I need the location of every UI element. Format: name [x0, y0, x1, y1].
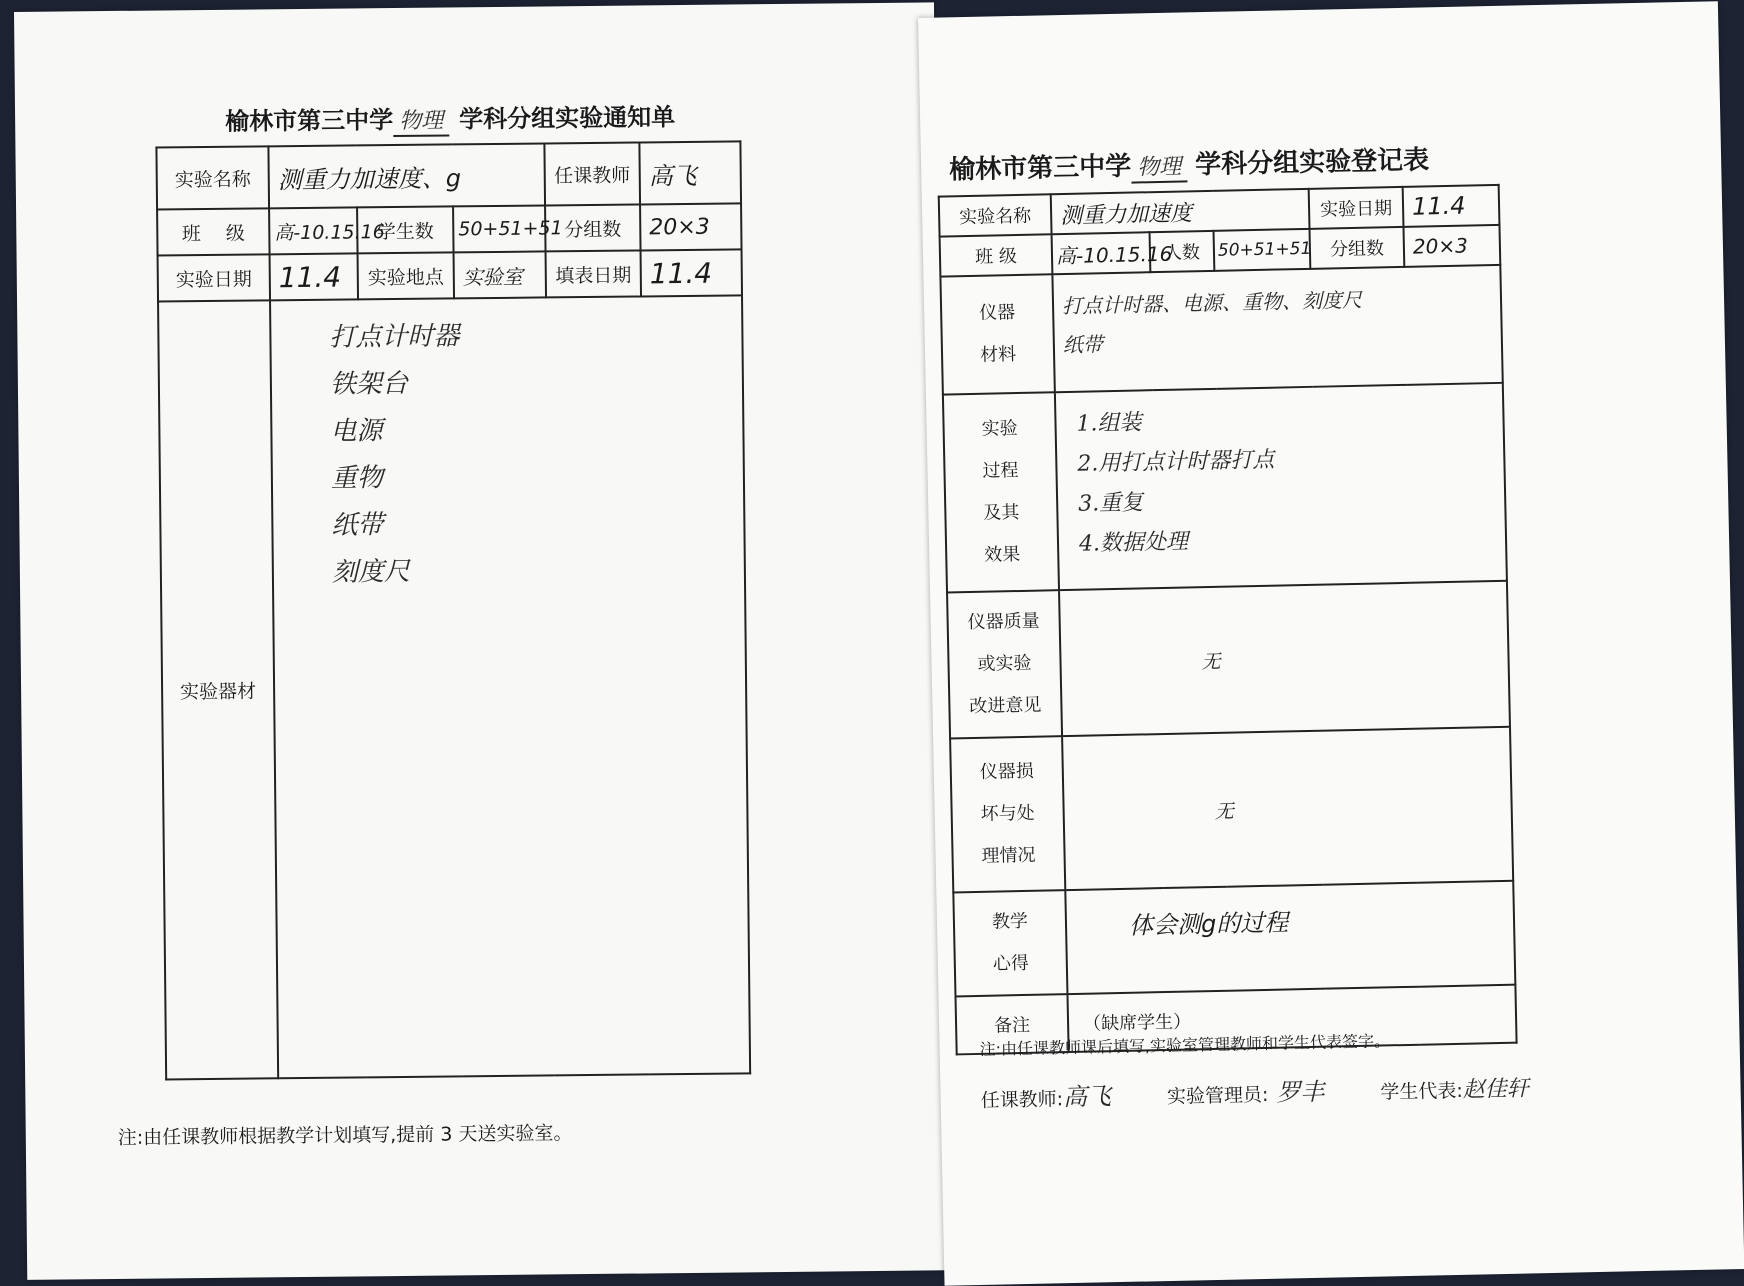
reg-instrument-label	[940, 274, 1054, 394]
groups-label: 分组数	[545, 204, 640, 251]
reg-damage-label-3: 理情况	[981, 844, 1036, 867]
reg-exp-name-value: 测重力加速度	[1051, 189, 1310, 234]
register-title-subject: 物理	[1131, 149, 1188, 183]
fill-date-label: 填表日期	[546, 250, 641, 297]
teacher-label: 任课教师	[544, 142, 640, 205]
notice-sheet	[14, 2, 947, 1280]
reg-teaching-label-2: 心得	[992, 952, 1030, 975]
process-step: 1.组装	[1076, 410, 1142, 437]
reg-damage-label-1: 仪器损	[979, 760, 1035, 783]
reg-count-value: 50+51+51	[1214, 229, 1311, 271]
signature-row	[980, 1067, 1529, 1113]
register-table	[938, 184, 1518, 1056]
class-label: 班 级	[157, 208, 269, 255]
teacher-value: 高飞	[639, 141, 741, 204]
process-step: 4.数据处理	[1078, 529, 1189, 557]
reg-process-label	[943, 392, 1059, 592]
reg-teaching-value: 体会测g的过程	[1065, 881, 1515, 994]
notice-table	[155, 140, 751, 1080]
fill-date-value: 11.4	[641, 249, 742, 296]
reg-teaching-label	[953, 890, 1067, 996]
location-value: 实验室	[454, 251, 546, 298]
reg-quality-value: 无	[1059, 581, 1510, 736]
exp-date-value: 11.4	[270, 253, 358, 300]
reg-damage-label-2: 坏与处	[980, 802, 1035, 825]
reg-exp-name-label: 实验名称	[939, 194, 1052, 236]
notice-title-prefix: 榆林市第三中学	[225, 106, 394, 136]
reg-instrument-label-2: 材料	[979, 344, 1017, 366]
teacher-sig-label: 任课教师:	[980, 1088, 1064, 1112]
register-title	[949, 139, 1430, 187]
teacher-signature: 高飞	[1062, 1082, 1112, 1112]
notice-title-subject: 物理	[393, 103, 449, 137]
register-title-prefix: 榆林市第三中学	[948, 151, 1132, 186]
reg-process-label-2: 过程	[982, 459, 1019, 482]
reg-instruments-line2: 纸带	[1062, 332, 1104, 358]
reg-teaching-label-1: 教学	[991, 910, 1029, 933]
reg-class-label: 班 级	[940, 234, 1053, 276]
reg-quality-label-3: 改进意见	[969, 694, 1042, 718]
reg-quality-label	[947, 590, 1062, 738]
reg-count-label: 人数	[1150, 231, 1215, 272]
notice-footnote: 注:由任课教师根据教学计划填写,提前 3 天送实验室。	[117, 1122, 573, 1149]
material-item: 打点计时器	[329, 321, 460, 353]
exp-date-label: 实验日期	[158, 254, 270, 301]
reg-process-label-4: 效果	[984, 543, 1021, 566]
student-signature: 赵佳轩	[1462, 1076, 1530, 1103]
reg-damage-value: 无	[1062, 727, 1513, 890]
register-sheet	[918, 1, 1744, 1285]
reg-instruments-line1: 打点计时器、电源、重物、刻度尺	[1061, 287, 1363, 319]
admin-signature: 罗丰	[1276, 1077, 1325, 1107]
materials-list	[329, 310, 744, 596]
reg-quality-label-1: 仪器质量	[967, 610, 1040, 634]
reg-quality-label-2: 或实验	[977, 652, 1032, 675]
class-value: 高-10.15.16	[269, 207, 357, 254]
notice-title	[225, 97, 675, 139]
register-footnote: 注:由任课教师课后填写,实验室管理教师和学生代表签字。	[979, 1031, 1391, 1059]
exp-name-value: 测重力加速度、g	[268, 143, 545, 208]
students-value: 50+51+51	[453, 205, 545, 252]
material-item: 纸带	[331, 510, 384, 541]
material-item: 铁架台	[329, 368, 409, 400]
reg-instrument-cell	[1052, 265, 1502, 392]
reg-process-cell	[1055, 383, 1507, 590]
reg-process-label-3: 及其	[983, 501, 1020, 524]
register-title-suffix: 学科分组实验登记表	[1194, 145, 1430, 181]
materials-cell	[270, 295, 750, 1078]
reg-remarks-value: （缺席学生）	[1067, 985, 1516, 1052]
reg-remarks-label: 备注	[955, 994, 1068, 1054]
reg-groups-value: 20×3	[1403, 225, 1500, 267]
reg-damage-label	[950, 736, 1065, 892]
students-label: 学生数	[357, 206, 453, 253]
admin-sig-label: 实验管理员:	[1166, 1083, 1269, 1109]
reg-exp-date-label: 实验日期	[1309, 187, 1404, 229]
reg-instrument-label-1: 仪器	[978, 302, 1016, 324]
process-step: 3.重复	[1077, 490, 1144, 517]
reg-class-value: 高-10.15.16	[1052, 232, 1151, 274]
process-step: 2.用打点计时器打点	[1077, 447, 1275, 477]
reg-groups-label: 分组数	[1310, 227, 1405, 269]
material-item: 刻度尺	[331, 556, 411, 588]
reg-process-label-1: 实验	[981, 418, 1018, 440]
material-item: 电源	[330, 416, 383, 447]
student-sig-label: 学生代表:	[1380, 1079, 1464, 1104]
notice-title-suffix: 学科分组实验通知单	[459, 103, 676, 134]
reg-process-list	[1076, 396, 1505, 565]
exp-name-label: 实验名称	[156, 146, 269, 209]
material-item: 重物	[330, 463, 384, 494]
groups-value: 20×3	[640, 203, 741, 250]
reg-exp-date-value: 11.4	[1403, 185, 1500, 227]
location-label: 实验地点	[358, 252, 454, 299]
materials-label: 实验器材	[158, 300, 278, 1079]
